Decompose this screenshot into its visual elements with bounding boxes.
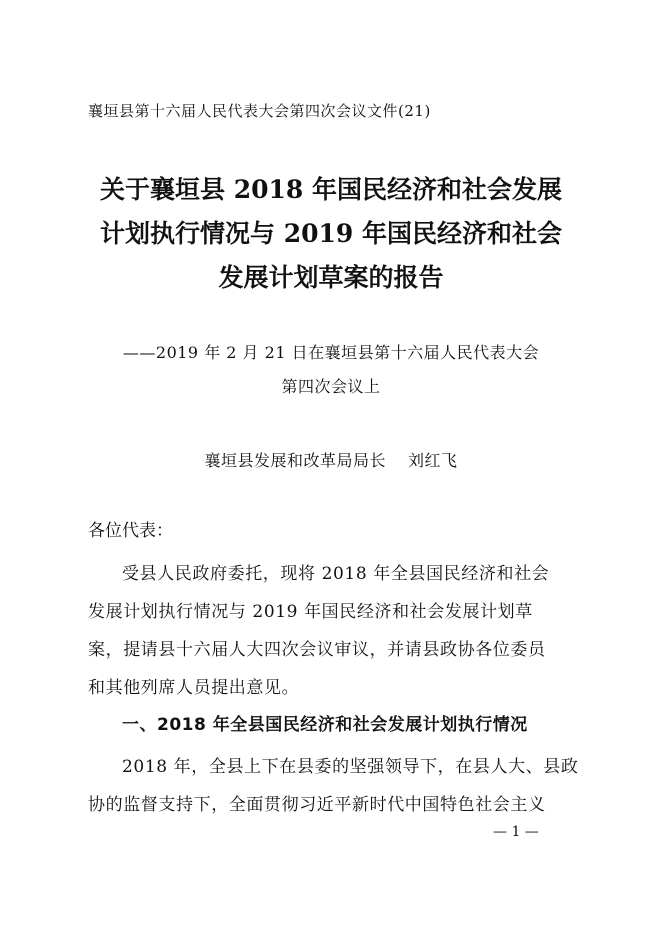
report-title	[0, 168, 662, 300]
document-file-label: 襄垣县第十六届人民代表大会第四次会议文件(21)	[88, 102, 431, 120]
report-subtitle	[0, 336, 662, 404]
salutation: 各位代表：	[88, 521, 173, 541]
author-line	[0, 448, 662, 471]
report-subtitle-line: 第四次会议上	[281, 377, 381, 396]
paragraph-line: 协的监督支持下，全面贯彻习近平新时代中国特色社会主义	[88, 795, 546, 815]
paragraph-line: 2018 年，全县上下在县委的坚强领导下，在县人大、县政	[122, 757, 579, 777]
paragraph-line: 受县人民政府委托，现将 2018 年全县国民经济和社会	[122, 564, 550, 584]
author-position: 襄垣县发展和改革局局长	[204, 451, 386, 470]
body-paragraph	[88, 555, 576, 707]
paragraph-line: 案，提请县十六届人大四次会议审议，并请县政协各位委员	[88, 640, 546, 660]
page-number: — 1 —	[493, 824, 539, 840]
section-heading: 一、2018 年全县国民经济和社会发展计划执行情况	[122, 715, 528, 735]
paragraph-line: 和其他列席人员提出意见。	[88, 678, 300, 698]
body-paragraph	[88, 748, 579, 824]
report-title-line: 关于襄垣县 2018 年国民经济和社会发展	[100, 175, 562, 204]
author-name: 刘红飞	[408, 451, 458, 470]
paragraph-line: 发展计划执行情况与 2019 年国民经济和社会发展计划草	[88, 602, 533, 622]
report-subtitle-line: ——2019 年 2 月 21 日在襄垣县第十六届人民代表大会	[122, 343, 540, 362]
report-title-line: 发展计划草案的报告	[218, 263, 444, 292]
report-title-line: 计划执行情况与 2019 年国民经济和社会	[100, 219, 562, 248]
